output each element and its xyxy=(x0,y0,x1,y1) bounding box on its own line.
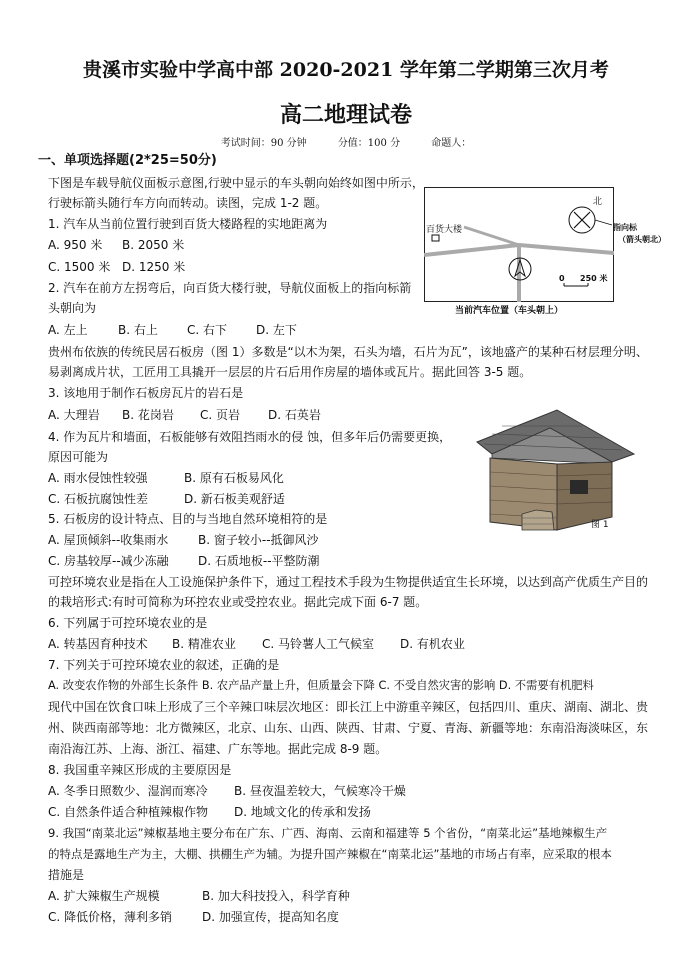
intro-text: 行驶标箭头随行车方向而转动。读图，完成 1-2 题。 xyxy=(48,196,328,210)
question-stem: 的特点是露地生产为主，大棚、拱棚生产为辅。为提升国产辣椒在“南菜北运”基地的市场占有率，应采取的根本 xyxy=(48,847,612,861)
option: B. 昼夜温差较大，气候寒冷干燥 xyxy=(234,784,406,798)
option: A. 扩大辣椒生产规模 xyxy=(48,889,160,903)
option: D. 有机农业 xyxy=(400,637,465,651)
question-stem: 5. 石板房的设计特点、目的与当地自然环境相符的是 xyxy=(48,512,328,526)
option: C. 降低价格，薄利多销 xyxy=(48,910,173,924)
exam-subtitle: 高二地理试卷 xyxy=(279,102,412,128)
option: D. 新石板美观舒适 xyxy=(184,492,285,506)
scale-zero: 0 xyxy=(559,274,565,283)
question-stem: 措施是 xyxy=(48,868,85,882)
store-label: 百货大楼 xyxy=(426,225,463,235)
option: A. 屋顶倾斜--收集雨水 xyxy=(48,533,169,547)
question-stem: 9. 我国“南菜北运”辣椒基地主要分布在广东、广西、海南、云南和福建等 5 个省份，“南菜北运”基地辣椒生产 xyxy=(48,826,608,840)
exam-title: 贵溪市实验中学高中部 2020-2021 学年第二学期第三次月考 xyxy=(83,59,609,81)
option: D. 石英岩 xyxy=(268,408,321,422)
intro-text: 可控环境农业是指在人工设施保护条件下，通过工程技术手段为生物提供适宜生长环境，以达到高产优质生产目的 xyxy=(48,575,649,589)
option: C. 页岩 xyxy=(200,408,241,422)
option: A. 雨水侵蚀性较强 xyxy=(48,471,148,485)
option: B. 窗子较小--抵御风沙 xyxy=(198,533,319,547)
option: A. 冬季日照数少、湿润而寒冷 xyxy=(48,784,208,798)
section-heading: 一、单项选择题(2*25=50分) xyxy=(38,153,217,168)
north-label: 北 xyxy=(593,197,603,207)
option: D. 加强宣传，提高知名度 xyxy=(202,910,339,924)
question-stem: 6. 下列属于可控环境农业的是 xyxy=(48,616,208,630)
navigation-panel-figure xyxy=(424,187,614,302)
option: A. 左上 xyxy=(48,323,88,337)
option: D. 1250 米 xyxy=(122,260,186,274)
question-stem: 2. 汽车在前方左拐弯后，向百货大楼行驶，导航仪面板上的指向标箭 xyxy=(48,281,412,295)
option: A. 950 米 xyxy=(48,238,103,252)
option: B. 原有石板易风化 xyxy=(184,471,284,485)
figure-caption: 当前汽车位置（车头朝上） xyxy=(455,306,564,316)
option: C. 自然条件适合种植辣椒作物 xyxy=(48,805,209,819)
intro-text: 南沿海江苏、上海、浙江、福建、广东等地。据此完成 8-9 题。 xyxy=(48,742,388,756)
option-row: A. 改变农作物的外部生长条件 B. 农产品产量上升，但质量会下降 C. 不受自然灾害的影响 D. 不需要有机肥料 xyxy=(48,679,594,692)
option: B. 右上 xyxy=(118,323,158,337)
intro-text: 的栽培形式:有时可简称为环控农业或受控农业。据此完成下面 6-7 题。 xyxy=(48,595,428,609)
exam-score: 分值：100 分 xyxy=(337,138,401,149)
option: C. 右下 xyxy=(187,323,228,337)
stone-house-figure xyxy=(462,402,637,537)
exam-info xyxy=(0,134,692,149)
scale-label: 250 米 xyxy=(580,274,608,283)
option: B. 2050 米 xyxy=(122,238,185,252)
option: C. 马铃薯人工气候室 xyxy=(262,637,375,651)
option: C. 房基较厚--减少冻融 xyxy=(48,554,169,568)
option: A. 转基因育种技术 xyxy=(48,637,148,651)
intro-text: 下图是车载导航仪面板示意图,行驶中显示的车头朝向始终如图中所示， xyxy=(48,176,424,190)
intro-text: 州、陕西南部等地：北方微辣区，北京、山东、山西、陕西、甘肃、宁夏、青海、新疆等地：东南沿海淡味区，东 xyxy=(48,721,649,735)
option: D. 石质地板--平整防潮 xyxy=(198,554,320,568)
question-stem: 4. 作为瓦片和墙面，石板能够有效阻挡雨水的侵 蚀，但多年后仍需要更换， xyxy=(48,430,452,444)
option: B. 花岗岩 xyxy=(122,408,174,422)
question-stem: 原因可能为 xyxy=(48,450,109,464)
option: C. 石板抗腐蚀性差 xyxy=(48,492,149,506)
option: A. 大理岩 xyxy=(48,408,100,422)
option: B. 加大科技投入，科学育种 xyxy=(202,889,350,903)
question-stem: 1. 汽车从当前位置行驶到百货大楼路程的实地距离为 xyxy=(48,217,328,231)
question-stem: 3. 该地用于制作石板房瓦片的岩石是 xyxy=(48,386,244,400)
question-stem: 7. 下列关于可控环境农业的叙述，正确的是 xyxy=(48,658,280,672)
pointer-note: （箭头朝北） xyxy=(618,235,666,244)
option: D. 地域文化的传承和发扬 xyxy=(234,805,371,819)
option: D. 左下 xyxy=(256,323,297,337)
option: B. 精准农业 xyxy=(172,637,236,651)
intro-text: 贵州布依族的传统民居石板房（图 1）多数是“以木为架，石头为墙，石片为瓦”，该地盛产的某种石材层理分明、 xyxy=(48,345,648,359)
question-stem: 8. 我国重辛辣区形成的主要原因是 xyxy=(48,763,232,777)
pointer-label: 指向标 xyxy=(613,223,637,232)
option: C. 1500 米 xyxy=(48,260,111,274)
exam-time: 考试时间：90 分钟 xyxy=(220,138,307,149)
figure-caption: 图 1 xyxy=(591,520,609,530)
exam-author: 命题人： xyxy=(431,138,472,149)
intro-text: 易剥离成片状，工匠用工具撬开一层层的片石后用作房屋的墙体或瓦片。据此回答 3-5 题。 xyxy=(48,365,532,379)
intro-text: 现代中国在饮食口味上形成了三个辛辣口味层次地区：即长江上中游重辛辣区，包括四川、重庆、湖南、湖北、贵 xyxy=(48,700,649,714)
question-stem: 头朝向为 xyxy=(48,301,97,315)
